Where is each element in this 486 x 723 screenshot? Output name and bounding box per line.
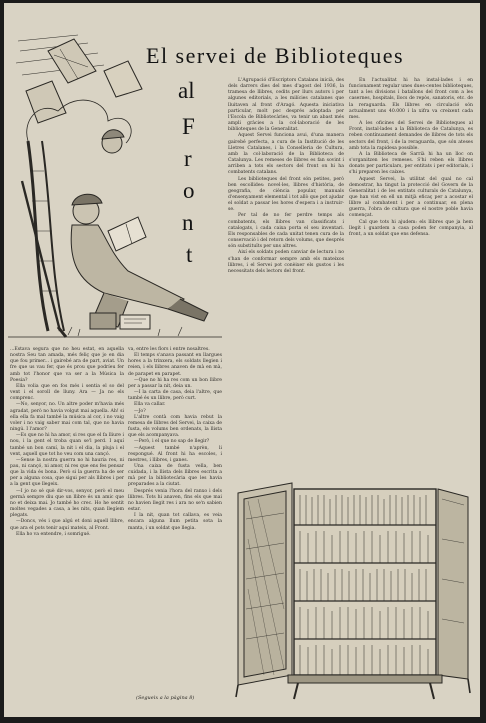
column-b-paragraph: I la nit, quan tot callava, es veia encara alguna llum petita sota la manta, i un soldat que llegia. [128, 513, 222, 531]
column-a-paragraph: —No, senyor, no. Un altre poder m'havia més agradat, però no havia volgut mai aquella. Ah! si ella ella fa mal també la música al cor, i no vaig voler i no vaig saber mai com tal, que no havia ningú. I l'amor? [10, 402, 124, 433]
column-d-paragraph: A les oficines del Servei de Biblioteques al Front, instal·lades a la Biblioteca de Catalunya, es reben contínuament demandes de llibres de tots els sectors del front, i de la reraguarda, que són ateses amb tota la rapidesa possible. [349, 121, 473, 151]
column-b-paragraph: Després venia l'hora del ranxo i dels llibres. Tots hi anaven, fins els que mai no havien llegit res i ara no se'n sabien estar. [128, 488, 222, 513]
column-c-paragraph: L'Agrupació d'Escriptors Catalans inicià, des dels darrers dies del mes d'agost del 1936, la tramesa de llibres, cedits per llurs autors i per algunes editorials, a les milícies catalanes que lluitaven al front d'Aragó. Aquesta iniciativa particular, molt poc després adoptada per l'Escola de Bibliotecàries, va tenir un abast més ampli gràcies a la col·laboració de les biblioteques de la Generalitat. [228, 78, 344, 133]
newspaper-page [4, 3, 480, 717]
column-d-paragraph: A la Biblioteca de Sarrià hi ha un lloc on s'organitzen les remeses. S'hi reben els llibres donats per particulars, per entitats i per editorials, i s'hi preparen les caixes. [349, 151, 473, 176]
column-a-paragraph: ...Estava segura que no heu estat, en aquella nostra Seu tan amada, més feliç que jo en dia que fou primer... i gairebé ara de part, aviat. Un fre que us vau fer, que és prou que podríeu fer amb tot l'honor que va ser a la Música la Poesia? [10, 347, 124, 383]
column-d-paragraph: Cal que tots hi ajudem: els llibres que ja hem llegit i guardem a casa poden fer companyia, al front, a un soldat que ens defensa. [349, 219, 473, 237]
column-a-paragraph: —Sense la nostra guerra no hi hauria res, ni pau, ni cançó, ni amor, ni res que ens fes pensar que la vida és bona. Però si la guerra ha de ser per a alguna cosa, que sigui per als llibres i per a la gent que llegeix. [10, 457, 124, 488]
column-b-paragraph: —Que no hi ha res com un bon llibre per a passar la nit, deia un. [128, 377, 222, 389]
column-c-paragraph: Aquest Servei funciona avui, d'una manera gairebé perfecta, a cura de la Institució de les Lletres Catalanes, i la Conselleria de Cultura, amb la col·laboració de la Biblioteca de Catalunya. Les remeses de llibres es fan sovint i arriben a tots els sectors del front on hi ha combatents catalans. [228, 133, 344, 176]
column-a-paragraph: —Es que no hi ha amor, si res que el fa lliure i nou, i la gent el troba quan se'l perd. I aquí també un bon camí, la nit i el dia, la pluja i el vent, aquell que tot ho veu com una cançó. [10, 433, 124, 457]
continuation-note: (Segueix a la pàgina 8) [136, 695, 195, 701]
column-a-paragraph: —I jo no sé què dir-vos, senyor, però el meu germà sempre diu que un llibre és un amic que no et deixa mai. Jo també ho crec. Ho he sentit moltes vegades a casa, a les nits, quan llegíem plegats. [10, 488, 124, 519]
column-b-paragraph: L'altre contà com havia rebut la remesa de llibres del Servei, la caixa de fusta, els volums ben ordenats, la llista que els acompanyava. [128, 414, 222, 439]
bookcase-illustration [228, 479, 476, 703]
vertical-title-word-4: n [182, 210, 194, 235]
vertical-title-word-3: o [183, 178, 195, 203]
column-d [349, 78, 473, 238]
column-d-paragraph: Aquest Servei, la utilitat del qual no cal demostrar, ha tingut la protecció del Govern de la Generalitat i de les entitats culturals de Catalunya, que han vist en ell un mitjà eficaç per a acostar el llibre al combatent i per a continuar, en plena guerra, l'obra de cultura que el nostre poble havia començat. [349, 176, 473, 219]
column-b-paragraph: Una caixa de fusta vella, ben cuidada, i la llista dels llibres escrita a mà per la bibliotecària que les havia preparades a la ciutat. [128, 463, 222, 488]
column-a [10, 347, 124, 538]
vertical-title-word-1: F [182, 114, 195, 139]
column-b-paragraph: —I la carta de casa, deia l'altre, que també és un llibre, però curt. [128, 390, 222, 402]
column-c-paragraph: Així els soldats poden canviar de lectura i no s'han de conformar sempre amb els mateixos llibres, i el Servei pot conèixer els gustos i les necessitats dels lectors del front. [228, 250, 344, 274]
vertical-title-word-5: t [186, 242, 193, 267]
column-b [128, 347, 222, 532]
column-b-paragraph: —Però, i el que no sap de llegir? [134, 439, 210, 445]
column-b-paragraph: —Jo? [134, 408, 146, 414]
column-c [228, 78, 344, 275]
column-a-paragraph: —Doncs, vés i que algú et doni aquell llibre, que ara el pots tenir aquí mateix, al Front. [10, 519, 124, 531]
column-c-paragraph: Per tal de no fer perdre temps als combatents, els llibres van classificats i catalogats, i cada caixa porta el seu inventari. Els responsables de cada unitat tenen cura de la conservació i del retorn dels volums, que després són substituïts per uns altres. [228, 213, 344, 250]
column-b-paragraph: Ella va callar. [134, 402, 166, 408]
column-a-paragraph: Ella ho va entendre, i somrigué. [16, 531, 91, 537]
column-b-paragraph: va, entre les flors i entre nosaltres. [128, 347, 210, 352]
article-title: El servei de Biblioteques [146, 43, 405, 68]
vertical-title-word-0: al [178, 78, 195, 103]
column-b-paragraph: El temps s'anava passant en llargues hores a la trinxera, els soldats llegien i reien, i els llibres anaven de mà en mà, de parapet en parapet. [128, 353, 222, 377]
column-b-paragraph: —Aquest també n'aprèn, li respongué. Al front hi ha escoles, i mestres, i llibres, i ganes. [128, 445, 222, 463]
vertical-title-word-2: r [184, 146, 192, 171]
column-d-paragraph: En l'actualitat hi ha instal·lades i en funcionament regular unes dues-centes biblioteques, tant a les divisions i batallons del front com a les casernes, hospitals, llocs de repòs, sanatoris, etc. de la reraguarda. Els llibres en circulació són actualment uns 40.000 i la xifra va creixent cada mes. [349, 78, 473, 120]
column-c-paragraph: Les biblioteques del front són petites, però ben escollides: novel·les, llibres d'història, de geografia, de ciència popular, manuals d'ensenyament elemental i tot allò que pot ajudar el soldat a passar les hores d'espera i a instruir-se. [228, 176, 344, 213]
column-a-paragraph: Ella volia que en fos més i sentia el so del vent i el soroll de lluny. Ara — Ja no els comprenc. [10, 383, 124, 402]
